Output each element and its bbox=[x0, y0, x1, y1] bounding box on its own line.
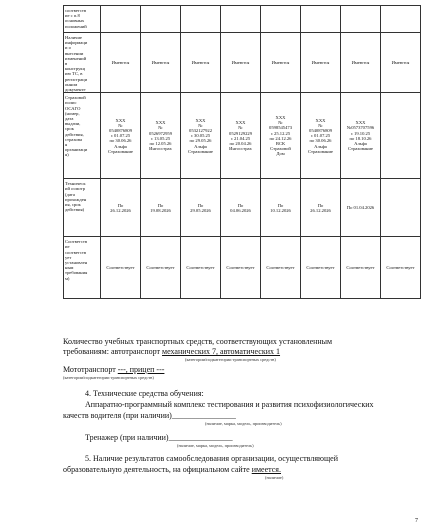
cell-line: По bbox=[157, 202, 164, 208]
simulator-label: Тренажер (при наличии) bbox=[85, 433, 169, 442]
table-cell: Соответствует bbox=[141, 237, 181, 299]
cell-line: Страховой bbox=[270, 146, 291, 152]
row-header-line: положений bbox=[65, 23, 87, 29]
table-cell bbox=[301, 6, 341, 33]
table-row bbox=[64, 6, 421, 33]
row-header-line: ию ТС, в bbox=[65, 71, 83, 77]
cell-line: По bbox=[197, 202, 204, 208]
cell-line: Страхование bbox=[348, 146, 373, 152]
table-cell bbox=[141, 6, 181, 33]
cell-line: 29.05.2026 bbox=[190, 207, 211, 213]
cell-line: № bbox=[118, 122, 123, 128]
row-header-line: ным bbox=[65, 265, 74, 271]
cell-line: Страхование bbox=[108, 148, 133, 154]
table-cell: Соответствует bbox=[101, 237, 141, 299]
apk-caption: (наличие, марка, модель, производитель) bbox=[205, 421, 282, 426]
table-cell: Соответствует bbox=[221, 237, 261, 299]
table-row bbox=[64, 237, 421, 299]
cell-line: Альфа bbox=[314, 143, 327, 149]
row-header-line: полис bbox=[65, 100, 77, 106]
cell-line: № bbox=[238, 125, 243, 131]
cell-line: № bbox=[318, 122, 323, 128]
self-exam-line1: 5. Наличие результатов самообследования организации, осуществляющей bbox=[85, 454, 338, 463]
table-cell: Соответствует bbox=[261, 237, 301, 299]
cell-line: 0529129229 bbox=[229, 130, 252, 136]
table-cell bbox=[101, 93, 141, 179]
row-header-line: ОСАГО bbox=[65, 105, 81, 111]
cell-line: Дом bbox=[276, 151, 285, 157]
row-header-line: м) bbox=[65, 275, 70, 281]
cell-line: по 30.06.26 bbox=[109, 138, 132, 144]
table-row bbox=[64, 33, 421, 93]
cell-line: XXX bbox=[275, 114, 286, 120]
table-cell bbox=[101, 6, 141, 33]
cell-line: 26.12.2026 bbox=[310, 207, 331, 213]
cell-line: 0540876809 bbox=[309, 127, 332, 133]
row-header-line: я) bbox=[65, 152, 69, 158]
vehicle-count-value: механических 7, автоматических 1 bbox=[162, 347, 281, 356]
cell-line: с 01.07.25 bbox=[310, 133, 331, 139]
row-header bbox=[64, 6, 101, 33]
table-cell bbox=[221, 6, 261, 33]
row-header-line: соответств bbox=[65, 249, 87, 255]
cell-line: XXX bbox=[115, 117, 126, 123]
cell-line: По 01.04.2026 bbox=[346, 205, 375, 211]
row-header-line: срок bbox=[65, 126, 74, 132]
cell-line: 10.12.2026 bbox=[270, 207, 291, 213]
table-cell-empty bbox=[381, 93, 421, 179]
row-header-line: в bbox=[65, 61, 68, 67]
row-header-line: информаци bbox=[65, 40, 88, 46]
page-number: 7 bbox=[415, 518, 418, 524]
row-header bbox=[64, 237, 101, 299]
table-cell bbox=[101, 179, 141, 237]
vehicle-count-line1: Количество учебных транспортных средств, соответствующих установленным bbox=[63, 337, 333, 346]
apk-line2 bbox=[63, 411, 236, 420]
cell-line: с 30.05.25 bbox=[190, 133, 211, 139]
row-header bbox=[64, 33, 101, 93]
cell-line: 0532127922 bbox=[189, 127, 212, 133]
row-header-line: выдачи, bbox=[65, 121, 81, 127]
vehicle-count-line2 bbox=[63, 347, 280, 356]
table-row bbox=[64, 179, 421, 237]
row-header-line: изменений bbox=[65, 55, 87, 61]
table-cell bbox=[381, 6, 421, 33]
apk-label: качеств водителя (при наличии) bbox=[63, 411, 172, 420]
row-header-line: соответств bbox=[65, 8, 87, 13]
row-header-line: я bbox=[65, 142, 68, 148]
row-header-line: Техническ bbox=[65, 181, 86, 187]
table-cell: Имеются bbox=[341, 33, 381, 93]
cell-line: Альфа bbox=[354, 140, 367, 146]
self-exam-caption: (наличие) bbox=[265, 475, 284, 480]
row-header-line: Страховой bbox=[65, 95, 86, 101]
vehicle-count-label: требованиям: автотранспорт bbox=[63, 347, 163, 356]
cell-line: XXX bbox=[235, 120, 246, 126]
table-cell: Соответствует bbox=[341, 237, 381, 299]
row-header-line: требования bbox=[65, 270, 88, 276]
row-header-line: (номер, bbox=[65, 110, 80, 116]
cell-line: по 18.10.26 bbox=[349, 135, 372, 141]
row-header-line: регистраци bbox=[65, 76, 88, 82]
table-cell bbox=[341, 93, 381, 179]
row-header-line: (дата bbox=[65, 191, 75, 197]
table-cell bbox=[341, 179, 381, 237]
row-header bbox=[64, 179, 101, 237]
cell-line: Ингосстрах bbox=[149, 146, 172, 152]
row-header-line: внесении bbox=[65, 50, 84, 56]
cell-line: XXX bbox=[155, 120, 166, 126]
row-header-line: документе bbox=[65, 87, 86, 93]
table-cell: Имеются bbox=[221, 33, 261, 93]
table-cell: Имеются bbox=[261, 33, 301, 93]
moto-line bbox=[63, 365, 164, 374]
table-cell bbox=[181, 93, 221, 179]
cell-line: с 13.05.25 bbox=[150, 135, 171, 141]
apk-blank: ________________ bbox=[171, 411, 236, 420]
row-header-line: ие с п.8 bbox=[65, 13, 80, 19]
row-header-line: и о bbox=[65, 45, 71, 51]
simulator-caption: (наличие, марка, модель, производитель) bbox=[177, 443, 254, 448]
vehicles-table bbox=[63, 5, 421, 299]
cell-line: №0573707596 bbox=[346, 125, 375, 131]
apk-line1: Аппаратно-программный комплекс тестирования и развития психофизиологических bbox=[85, 400, 374, 409]
table-row bbox=[64, 93, 421, 179]
row-header bbox=[64, 93, 101, 179]
cell-line: XXX bbox=[315, 117, 326, 123]
cell-line: № bbox=[158, 125, 163, 131]
cell-line: Страхование bbox=[188, 148, 213, 154]
row-header-line: онном bbox=[65, 81, 78, 87]
moto-value: ---, прицеп --- bbox=[117, 365, 165, 374]
moto-label: Мототранспорт bbox=[63, 365, 118, 374]
cell-line: Страхование bbox=[308, 148, 333, 154]
row-header-line: прохожден bbox=[65, 196, 87, 202]
row-header-line: страхова bbox=[65, 136, 83, 142]
cell-line: 0598545473 bbox=[269, 125, 292, 131]
table-cell: Соответствует bbox=[181, 237, 221, 299]
cell-line: по 24.12.26 bbox=[269, 135, 292, 141]
row-header-line: конструкц bbox=[65, 66, 86, 72]
table-cell bbox=[181, 6, 221, 33]
cell-line: № bbox=[278, 120, 283, 126]
cell-line: Ингосстрах bbox=[229, 146, 252, 152]
self-exam-line2 bbox=[63, 465, 281, 474]
cell-line: XXX bbox=[195, 117, 206, 123]
cell-line: с 25.12.25 bbox=[270, 130, 291, 136]
row-header-line: основных bbox=[65, 18, 85, 24]
table-cell-empty bbox=[381, 179, 421, 237]
row-header-line: организаци bbox=[65, 147, 88, 153]
table-cell: Имеются bbox=[101, 33, 141, 93]
section-4-heading: 4. Технические средства обучения: bbox=[85, 389, 204, 398]
cell-line: По bbox=[277, 202, 284, 208]
cell-line: 0540876809 bbox=[109, 127, 132, 133]
table-cell bbox=[261, 93, 301, 179]
table-cell: Имеются bbox=[381, 33, 421, 93]
row-header-line: ий осмотр bbox=[65, 186, 86, 192]
cell-line: 19.08.2026 bbox=[150, 207, 171, 213]
table-cell bbox=[341, 6, 381, 33]
cell-line: По bbox=[117, 202, 124, 208]
table-cell: Имеются bbox=[141, 33, 181, 93]
cell-line: с 21.04.25 bbox=[230, 135, 251, 141]
table-cell bbox=[221, 179, 261, 237]
cell-line: По bbox=[237, 202, 244, 208]
row-header-line: Наличие bbox=[65, 35, 82, 40]
moto-caption: (категории/подкатегории транспортных средств) bbox=[63, 375, 154, 380]
cell-line: Альфа bbox=[114, 143, 127, 149]
table-cell bbox=[141, 179, 181, 237]
cell-line: ВСК bbox=[275, 140, 286, 146]
row-header-line: ует bbox=[65, 254, 72, 260]
vehicle-count-caption: (категории/подкатегории транспортных средств) bbox=[185, 357, 276, 362]
table-cell: Имеются bbox=[301, 33, 341, 93]
table-cell: Соответствует bbox=[301, 237, 341, 299]
cell-line: 04.06.2026 bbox=[230, 207, 251, 213]
cell-line: по 29.05.26 bbox=[189, 138, 212, 144]
cell-line: с 19.10.25 bbox=[350, 130, 371, 136]
simulator-line bbox=[85, 433, 233, 442]
row-header-line: действия, bbox=[65, 131, 84, 137]
table-cell bbox=[221, 93, 261, 179]
cell-line: 0526972959 bbox=[149, 130, 172, 136]
cell-line: с 01.07.25 bbox=[110, 133, 131, 139]
cell-line: 26.12.2026 bbox=[110, 207, 131, 213]
cell-line: по 20.04.26 bbox=[229, 140, 252, 146]
row-header-line: дата bbox=[65, 116, 74, 122]
table-cell bbox=[261, 6, 301, 33]
cell-line: по 12.05.26 bbox=[149, 140, 172, 146]
cell-line: Альфа bbox=[194, 143, 207, 149]
cell-line: По bbox=[317, 202, 324, 208]
table-cell: Имеются bbox=[181, 33, 221, 93]
cell-line: № bbox=[198, 122, 203, 128]
self-exam-label: образовательную деятельность, на официальном сайте bbox=[63, 465, 252, 474]
self-exam-value: имеется. bbox=[251, 465, 281, 474]
cell-line: XXX bbox=[355, 120, 366, 126]
row-header-line: действия) bbox=[65, 207, 85, 213]
row-header-line: ия, срок bbox=[65, 202, 81, 208]
table-cell bbox=[301, 179, 341, 237]
cell-line: по 30.06.26 bbox=[309, 138, 332, 144]
row-header-line: Соответств bbox=[65, 239, 88, 245]
table-cell bbox=[141, 93, 181, 179]
row-header-line: установлен bbox=[65, 260, 88, 266]
table-cell bbox=[181, 179, 221, 237]
table-cell: Соответствует bbox=[381, 237, 421, 299]
simulator-blank: ________________ bbox=[168, 433, 233, 442]
table-cell bbox=[261, 179, 301, 237]
row-header-line: ие bbox=[65, 244, 70, 250]
table-cell bbox=[301, 93, 341, 179]
